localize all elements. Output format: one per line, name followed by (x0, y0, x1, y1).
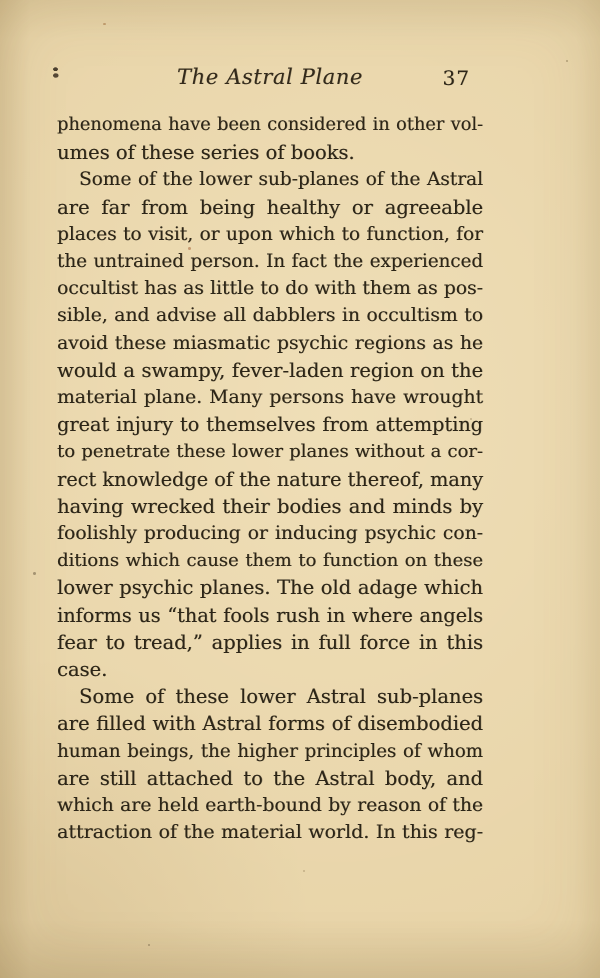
paper-speck (103, 23, 106, 25)
text-line: umes of these series of books. (57, 141, 355, 165)
text-line: attraction of the material world. In this reg- (57, 821, 483, 844)
text-line: having wrecked their bodies and minds by (57, 494, 483, 518)
text-line: great injury to themselves from attempting (57, 413, 483, 437)
paper-speck (148, 944, 150, 946)
text-line: are filled with Astral forms of disembodied (57, 712, 483, 736)
text-line: fear to tread,” applies in full force in this (57, 630, 483, 654)
page-title: The Astral Plane (177, 65, 363, 89)
text-line: material plane. Many persons have wrought (57, 387, 483, 409)
text-line: lower psychic planes. The old adage which (57, 576, 483, 600)
text-line: rect knowledge of the nature thereof, many (57, 467, 483, 491)
text-line: case. (57, 658, 108, 682)
text-line: Some of these lower Astral sub-planes (79, 685, 483, 709)
text-line: informs us “that fools rush in where angels (57, 603, 483, 627)
text-line: Some of the lower sub-planes of the Astral (79, 169, 483, 191)
text-line: occultist has as little to do with them as pos- (57, 278, 483, 300)
paper-speck (566, 60, 568, 62)
running-header (57, 65, 483, 93)
paper-speck (303, 870, 305, 872)
text-line: would a swampy, fever-laden region on the (57, 358, 483, 382)
text-line: the untrained person. In fact the experienced (57, 251, 483, 273)
text-line: are still attached to the Astral body, and (57, 766, 483, 790)
text-line: which are held earth-bound by reason of the (57, 795, 483, 817)
text-line: to penetrate these lower planes without a cor- (57, 441, 483, 463)
text-line: sible, and advise all dabblers in occultism to (57, 305, 483, 327)
paper-speck (33, 572, 36, 575)
body-text (57, 112, 483, 846)
page-number: 37 (442, 66, 470, 90)
text-line: phenomena have been considered in other vol- (57, 115, 483, 135)
text-line: foolishly producing or inducing psychic con- (57, 523, 483, 545)
text-line: avoid these miasmatic psychic regions as he (57, 332, 483, 354)
text-line: are far from being healthy or agreeable (57, 195, 483, 219)
text-line: human beings, the higher principles of whom (57, 740, 483, 762)
text-line: places to visit, or upon which to function, for (57, 223, 483, 245)
text-line: ditions which cause them to function on these (57, 550, 483, 572)
